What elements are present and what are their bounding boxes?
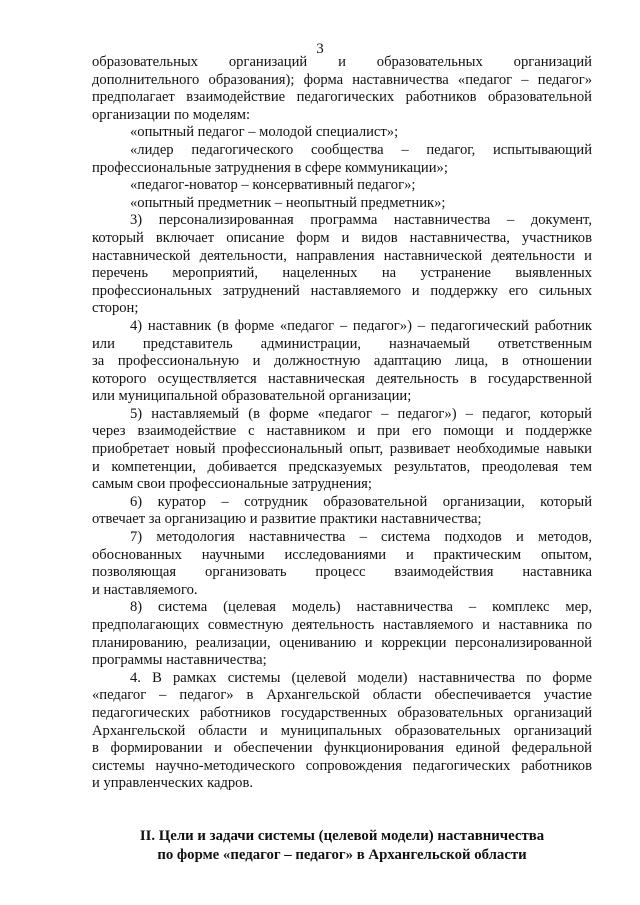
- text-line: предполагает взаимодействие педагогических работников образовательной: [92, 89, 592, 106]
- text-line: «педагог – педагог» в Архангельской области обеспечивается участие: [92, 687, 592, 704]
- text-line: «опытный предметник – неопытный предметник»;: [130, 194, 446, 211]
- text-line: или муниципальной образовательной организации;: [92, 388, 412, 405]
- text-line: «педагог-новатор – консервативный педагог»;: [130, 177, 416, 194]
- page-number: 3: [316, 41, 324, 57]
- text-line: в формировании и обеспечении функционирования единой федеральной: [92, 740, 592, 757]
- text-line: 8) система (целевая модель) наставничества – комплекс мер,: [130, 599, 592, 616]
- section-heading-line: II. Цели и задачи системы (целевой модели) наставничества: [139, 828, 545, 844]
- text-line: 3) персонализированная программа наставничества – документ,: [130, 212, 592, 229]
- text-line: позволяющая организовать процесс взаимодействия наставника: [92, 564, 592, 581]
- text-line: или представитель администрации, назначаемый ответственным: [92, 335, 592, 352]
- text-line: «лидер педагогического сообщества – педагог, испытывающий: [130, 141, 592, 158]
- text-line: и наставляемого.: [92, 581, 198, 598]
- text-line: 6) куратор – сотрудник образовательной организации, который: [130, 493, 592, 510]
- text-line: дополнительного образования); форма наставничества «педагог – педагог»: [92, 71, 592, 88]
- text-line: системы научно-методического сопровождения педагогических работников: [92, 757, 592, 774]
- text-line: «опытный педагог – молодой специалист»;: [130, 124, 399, 141]
- text-line: приобретает новый профессиональный опыт, развивает необходимые навыки: [92, 441, 592, 458]
- text-line: которого осуществляется наставническая деятельность в государственной: [92, 370, 592, 387]
- text-line: сторон;: [92, 300, 139, 317]
- text-line: программы наставничества;: [92, 652, 267, 669]
- text-line: 4. В рамках системы (целевой модели) наставничества по форме: [130, 669, 592, 686]
- text-line: 4) наставник (в форме «педагог – педагог») – педагогический работник: [130, 317, 592, 334]
- text-line: отвечает за организацию и развитие практики наставничества;: [92, 511, 482, 528]
- text-line: 7) методология наставничества – система подходов и методов,: [130, 529, 592, 546]
- document-body: [92, 54, 592, 793]
- text-line: обоснованных научными исследованиями и практическим опытом,: [92, 546, 592, 563]
- text-line: педагогических работников государственных образовательных организаций: [92, 704, 592, 721]
- text-line: профессиональные затруднения в сфере коммуникации»;: [92, 159, 448, 176]
- text-line: и управленческих кадров.: [92, 775, 254, 792]
- text-line: за профессиональную и должностную адаптацию лица, в отношении: [92, 353, 592, 370]
- text-line: организации по моделям:: [92, 106, 251, 123]
- text-line: который включает описание форм и видов наставничества, участников: [92, 229, 592, 246]
- text-line: через взаимодействие с наставником и при его помощи и поддержке: [92, 423, 592, 440]
- text-line: планированию, реализации, оцениванию и коррекции персонализированной: [92, 634, 592, 651]
- text-line: образовательных организаций и образовательных организаций: [92, 54, 592, 70]
- text-line: 5) наставляемый (в форме «педагог – педагог») – педагог, который: [130, 405, 592, 422]
- text-line: предполагающих совместную деятельность наставляемого и наставника по: [92, 617, 592, 633]
- text-line: и компетенции, добивается предсказуемых результатов, преодолевая тем: [92, 458, 592, 475]
- text-line: самым свои профессиональные затруднения;: [92, 476, 372, 493]
- section-heading: [92, 827, 592, 865]
- text-line: перечень мероприятий, нацеленных на устранение выявленных: [92, 265, 592, 282]
- text-line: профессиональных затруднений наставляемого и поддержку его сильных: [92, 282, 592, 299]
- text-line: Архангельской области и муниципальных образовательных организаций: [92, 722, 592, 739]
- text-line: наставнической деятельности, направления наставнической деятельности и: [92, 247, 592, 264]
- section-heading-line: по форме «педагог – педагог» в Архангельской области: [157, 847, 527, 863]
